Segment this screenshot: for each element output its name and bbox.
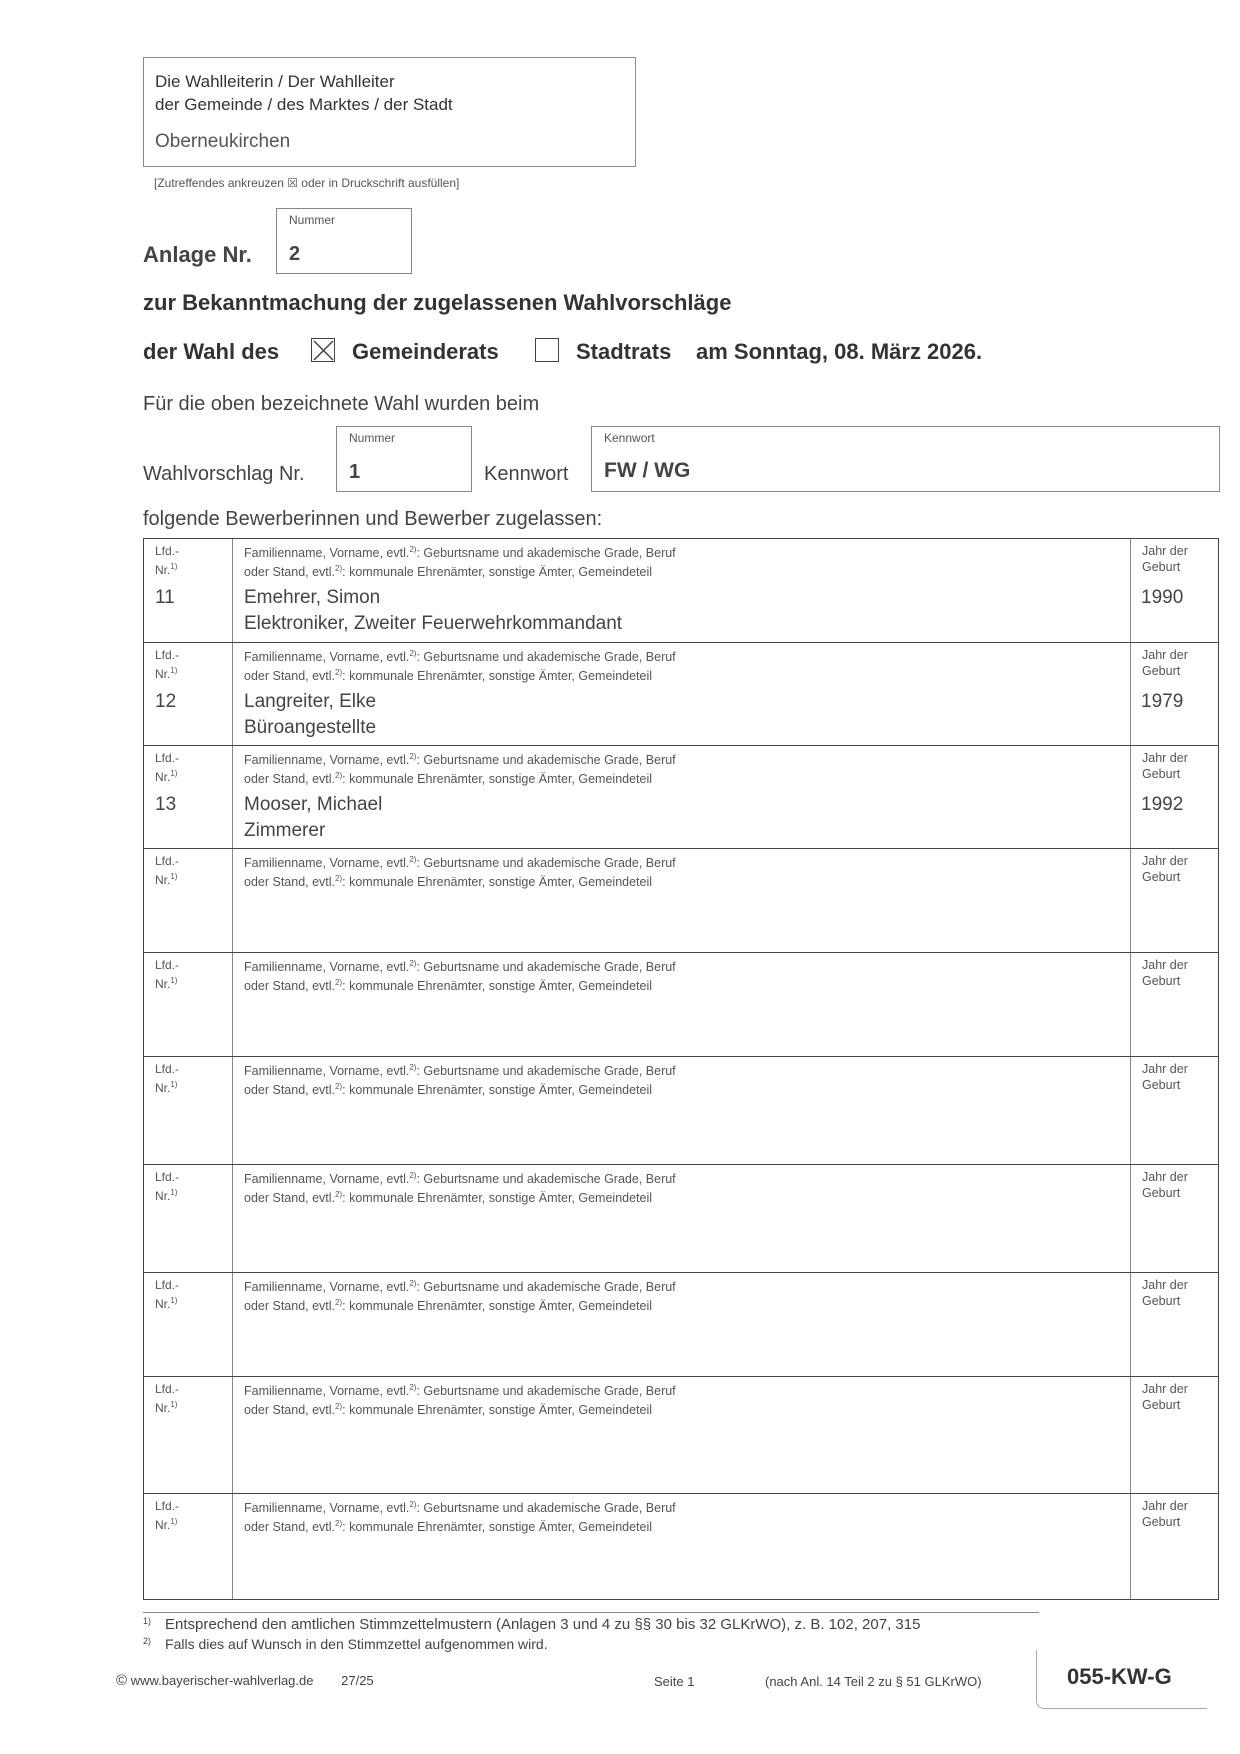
copyright-icon: © — [116, 1672, 128, 1689]
header-lfd-line2: Nr. — [155, 1297, 171, 1311]
footnote-2 — [143, 1636, 548, 1652]
header-name-sup1: 2) — [409, 1063, 417, 1072]
header-name-line2b: : kommunale Ehrenämter, sonstige Ämter, Gemeindeteil — [342, 669, 653, 684]
header-lfd-nr — [155, 853, 179, 888]
header-lfd-line2: Nr. — [155, 563, 171, 577]
header-jahr-line2: Geburt — [1142, 1186, 1181, 1200]
header-name-sup2: 2) — [335, 1402, 343, 1412]
header-lfd-line1: Lfd.- — [155, 1278, 180, 1292]
header-jahr-line2: Geburt — [1142, 767, 1181, 781]
header-name — [244, 1380, 676, 1418]
header-jahr-line2: Geburt — [1142, 664, 1181, 678]
header-jahr-line1: Jahr der — [1142, 1499, 1188, 1513]
candidate-row — [144, 746, 1218, 849]
header-name-line2a: oder Stand, evtl. — [244, 875, 336, 890]
header-lfd-line2: Nr. — [155, 1189, 171, 1203]
header-name-sup1: 2) — [409, 1500, 417, 1509]
candidate-row — [144, 849, 1218, 953]
header-lfd-sup: 1) — [170, 976, 178, 985]
header-name-line2b: : kommunale Ehrenämter, sonstige Ämter, Gemeindeteil — [342, 772, 653, 787]
title-line1: zur Bekanntmachung der zugelassenen Wahlvorschläge — [143, 290, 732, 315]
anlage-number-box[interactable] — [276, 208, 412, 274]
header-name-sup1: 2) — [409, 649, 417, 658]
header-lfd-line2: Nr. — [155, 770, 171, 784]
header-name-line2a: oder Stand, evtl. — [244, 1191, 336, 1206]
kennwort-box[interactable] — [591, 426, 1220, 492]
header-jahr — [1142, 1277, 1188, 1309]
header-name — [244, 852, 676, 890]
kennwort-value: FW / WG — [604, 459, 691, 482]
header-lfd-nr — [155, 1061, 179, 1096]
header-jahr-line2: Geburt — [1142, 1294, 1181, 1308]
header-lfd-sup: 1) — [170, 666, 178, 675]
form-code: 055-KW-G — [1067, 1664, 1172, 1689]
header-lfd-line1: Lfd.- — [155, 854, 180, 868]
form-code-box — [1036, 1650, 1207, 1709]
header-jahr-line1: Jahr der — [1142, 958, 1188, 972]
candidate-number[interactable]: 11 — [155, 587, 175, 608]
header-jahr — [1142, 543, 1188, 575]
header-name-line2b: : kommunale Ehrenämter, sonstige Ämter, Gemeindeteil — [342, 875, 653, 890]
header-name — [244, 749, 676, 787]
header-lfd-nr — [155, 1381, 179, 1416]
header-jahr-line1: Jahr der — [1142, 854, 1188, 868]
header-name-line1b: : Geburtsname und akademische Grade, Beruf — [416, 1384, 676, 1399]
election-date: am Sonntag, 08. März 2026. — [696, 339, 983, 364]
header-name — [244, 1276, 676, 1314]
header-name-line1a: Familienname, Vorname, evtl. — [244, 1501, 410, 1516]
candidate-row — [144, 1273, 1218, 1377]
candidate-name-cell[interactable] — [244, 689, 376, 741]
footnote-1-mark: 1) — [143, 1616, 152, 1626]
header-lfd-line1: Lfd.- — [155, 1062, 180, 1076]
header-jahr — [1142, 1498, 1188, 1530]
gemeinderat-checkbox[interactable] — [311, 338, 335, 362]
header-name-line1a: Familienname, Vorname, evtl. — [244, 1064, 410, 1079]
header-name-sup1: 2) — [409, 959, 417, 968]
candidate-row — [144, 643, 1218, 746]
candidate-name: Langreiter, Elke — [244, 691, 377, 712]
header-name — [244, 956, 676, 994]
header-name — [244, 1060, 676, 1098]
candidate-birth-year[interactable]: 1979 — [1141, 691, 1184, 712]
footnote-1 — [143, 1616, 920, 1633]
header-jahr-line2: Geburt — [1142, 560, 1181, 574]
header-lfd-line2: Nr. — [155, 1401, 171, 1415]
header-name-sup1: 2) — [409, 1279, 417, 1288]
candidate-name-cell[interactable] — [244, 585, 622, 637]
candidate-row — [144, 1377, 1218, 1494]
authority-line1: Die Wahlleiterin / Der Wahlleiter — [155, 72, 395, 91]
candidate-row — [144, 1165, 1218, 1273]
header-name-sup2: 2) — [335, 564, 343, 574]
header-jahr-line1: Jahr der — [1142, 751, 1188, 765]
header-name-line1b: : Geburtsname und akademische Grade, Beruf — [416, 1064, 676, 1079]
header-lfd-sup: 1) — [170, 562, 178, 571]
header-name-line2b: : kommunale Ehrenämter, sonstige Ämter, Gemeindeteil — [342, 1083, 653, 1098]
candidate-number[interactable]: 13 — [155, 794, 177, 815]
header-lfd-nr — [155, 1498, 179, 1533]
header-name-sup2: 2) — [335, 1082, 343, 1092]
header-name-sup1: 2) — [409, 855, 417, 864]
header-lfd-line1: Lfd.- — [155, 1382, 180, 1396]
header-name-line1a: Familienname, Vorname, evtl. — [244, 1384, 410, 1399]
option-stadtrat: Stadtrats — [576, 339, 672, 364]
kennwort-label: Kennwort — [484, 463, 569, 485]
publisher-link[interactable]: www.bayerischer-wahlverlag.de — [130, 1673, 314, 1688]
candidate-birth-year[interactable]: 1992 — [1141, 794, 1184, 815]
header-name-line1a: Familienname, Vorname, evtl. — [244, 856, 410, 871]
header-name-line1b: : Geburtsname und akademische Grade, Beruf — [416, 753, 676, 768]
header-name-line2b: : kommunale Ehrenämter, sonstige Ämter, Gemeindeteil — [342, 1520, 653, 1535]
header-name-sup1: 2) — [409, 1171, 417, 1180]
stadtrat-checkbox[interactable] — [535, 338, 559, 362]
candidate-number[interactable]: 12 — [155, 691, 177, 712]
header-name-sup2: 2) — [335, 874, 343, 884]
header-name-line2b: : kommunale Ehrenämter, sonstige Ämter, Gemeindeteil — [342, 1403, 653, 1418]
header-name-line1b: : Geburtsname und akademische Grade, Beruf — [416, 1280, 676, 1295]
authority-box — [143, 57, 636, 167]
header-name-sup2: 2) — [335, 1190, 343, 1200]
header-name-sup2: 2) — [335, 1519, 343, 1529]
header-name-line2a: oder Stand, evtl. — [244, 1520, 336, 1535]
footer-page: Seite 1 — [654, 1674, 695, 1689]
footnote-2-text: Falls dies auf Wunsch in den Stimmzettel aufgenommen wird. — [165, 1636, 548, 1652]
header-name-line2a: oder Stand, evtl. — [244, 1299, 336, 1314]
header-jahr — [1142, 750, 1188, 782]
header-name-line1b: : Geburtsname und akademische Grade, Beruf — [416, 1501, 676, 1516]
header-lfd-sup: 1) — [170, 1296, 178, 1305]
header-lfd-sup: 1) — [170, 1080, 178, 1089]
candidate-name-cell[interactable] — [244, 792, 382, 844]
header-jahr — [1142, 1169, 1188, 1201]
authority-line2: der Gemeinde / des Marktes / der Stadt — [155, 95, 453, 114]
anlage-number-value: 2 — [289, 243, 301, 265]
header-lfd-line2: Nr. — [155, 1518, 171, 1532]
header-name-line1a: Familienname, Vorname, evtl. — [244, 1280, 410, 1295]
header-jahr-line2: Geburt — [1142, 1078, 1181, 1092]
wahlvorschlag-number-label: Nummer — [349, 431, 396, 445]
header-lfd-line2: Nr. — [155, 1081, 171, 1095]
title-prefix: der Wahl des — [143, 339, 280, 364]
candidate-detail: Zimmerer — [244, 820, 326, 841]
header-jahr-line1: Jahr der — [1142, 648, 1188, 662]
header-jahr-line1: Jahr der — [1142, 1278, 1188, 1292]
wahlvorschlag-number-value: 1 — [349, 461, 361, 483]
header-name — [244, 1168, 676, 1206]
header-jahr-line1: Jahr der — [1142, 1382, 1188, 1396]
header-jahr-line1: Jahr der — [1142, 1062, 1188, 1076]
anlage-number-label: Nummer — [289, 213, 336, 227]
header-jahr — [1142, 957, 1188, 989]
header-name-line1a: Familienname, Vorname, evtl. — [244, 650, 410, 665]
header-lfd-sup: 1) — [170, 1517, 178, 1526]
header-name-line2b: : kommunale Ehrenämter, sonstige Ämter, Gemeindeteil — [342, 1299, 653, 1314]
header-name-line2a: oder Stand, evtl. — [244, 1403, 336, 1418]
header-lfd-line1: Lfd.- — [155, 958, 180, 972]
header-jahr-line2: Geburt — [1142, 974, 1181, 988]
candidate-detail: Elektroniker, Zweiter Feuerwehrkommandant — [244, 613, 623, 634]
header-lfd-sup: 1) — [170, 769, 178, 778]
header-lfd-line1: Lfd.- — [155, 1170, 180, 1184]
header-lfd-line2: Nr. — [155, 873, 171, 887]
header-name-line2b: : kommunale Ehrenämter, sonstige Ämter, Gemeindeteil — [342, 1191, 653, 1206]
header-name-line1b: : Geburtsname und akademische Grade, Beruf — [416, 546, 676, 561]
header-name-line1a: Familienname, Vorname, evtl. — [244, 546, 410, 561]
municipality-field[interactable]: Oberneukirchen — [155, 131, 291, 152]
candidates-table — [143, 538, 1219, 1600]
header-name-sup1: 2) — [409, 752, 417, 761]
footer-reference: (nach Anl. 14 Teil 2 zu § 51 GLKrWO) — [765, 1674, 982, 1689]
header-name-line1b: : Geburtsname und akademische Grade, Beruf — [416, 960, 676, 975]
header-lfd-nr — [155, 1277, 179, 1312]
footer-publisher — [116, 1672, 374, 1689]
header-lfd-sup: 1) — [170, 1188, 178, 1197]
candidate-row — [144, 953, 1218, 1057]
header-name-line1b: : Geburtsname und akademische Grade, Beruf — [416, 650, 676, 665]
header-lfd-nr — [155, 647, 179, 682]
candidate-name: Mooser, Michael — [244, 794, 383, 815]
header-name-sup2: 2) — [335, 978, 343, 988]
header-name-line2a: oder Stand, evtl. — [244, 565, 336, 580]
header-jahr-line1: Jahr der — [1142, 1170, 1188, 1184]
header-lfd-nr — [155, 1169, 179, 1204]
header-name-sup1: 2) — [409, 545, 417, 554]
intro-text: Für die oben bezeichnete Wahl wurden beim — [143, 393, 540, 415]
header-lfd-line1: Lfd.- — [155, 1499, 180, 1513]
anlage-label: Anlage Nr. — [143, 242, 252, 267]
header-lfd-line1: Lfd.- — [155, 751, 180, 765]
header-name-line1a: Familienname, Vorname, evtl. — [244, 1172, 410, 1187]
header-jahr — [1142, 647, 1188, 679]
header-name-line1b: : Geburtsname und akademische Grade, Beruf — [416, 1172, 676, 1187]
wahlvorschlag-label: Wahlvorschlag Nr. — [143, 463, 305, 485]
header-jahr — [1142, 853, 1188, 885]
header-jahr-line2: Geburt — [1142, 1398, 1181, 1412]
header-name — [244, 646, 676, 684]
header-name-sup1: 2) — [409, 1383, 417, 1392]
candidate-row — [144, 1494, 1218, 1601]
header-name-line1a: Familienname, Vorname, evtl. — [244, 753, 410, 768]
header-lfd-line1: Lfd.- — [155, 648, 180, 662]
header-jahr-line2: Geburt — [1142, 870, 1181, 884]
header-name-line1a: Familienname, Vorname, evtl. — [244, 960, 410, 975]
header-lfd-nr — [155, 750, 179, 785]
kennwort-box-label: Kennwort — [604, 431, 655, 445]
header-name-line2b: : kommunale Ehrenämter, sonstige Ämter, Gemeindeteil — [342, 979, 653, 994]
header-jahr — [1142, 1061, 1188, 1093]
header-name — [244, 542, 676, 580]
header-lfd-sup: 1) — [170, 872, 178, 881]
header-name-line2a: oder Stand, evtl. — [244, 772, 336, 787]
candidate-name: Emehrer, Simon — [244, 587, 381, 608]
header-name-line1b: : Geburtsname und akademische Grade, Beruf — [416, 856, 676, 871]
candidate-birth-year[interactable]: 1990 — [1141, 587, 1184, 608]
header-name — [244, 1497, 676, 1535]
header-jahr-line1: Jahr der — [1142, 544, 1188, 558]
header-name-sup2: 2) — [335, 1298, 343, 1308]
candidate-row — [144, 539, 1218, 643]
header-lfd-line2: Nr. — [155, 977, 171, 991]
header-lfd-nr — [155, 957, 179, 992]
header-lfd-sup: 1) — [170, 1400, 178, 1409]
footnote-separator — [143, 1612, 1039, 1613]
footnote-1-text: Entsprechend den amtlichen Stimmzettelmustern (Anlagen 3 und 4 zu §§ 30 bis 32 GLKrWO), z. B. 102, 207, 315 — [165, 1616, 921, 1633]
header-name-sup2: 2) — [335, 771, 343, 781]
header-name-line2a: oder Stand, evtl. — [244, 979, 336, 994]
header-lfd-line1: Lfd.- — [155, 544, 180, 558]
candidates-intro: folgende Bewerberinnen und Bewerber zugelassen: — [143, 508, 603, 530]
candidate-row — [144, 1057, 1218, 1165]
wahlvorschlag-number-box[interactable] — [336, 426, 472, 492]
header-name-line2a: oder Stand, evtl. — [244, 669, 336, 684]
header-jahr-line2: Geburt — [1142, 1515, 1181, 1529]
header-jahr — [1142, 1381, 1188, 1413]
header-lfd-line2: Nr. — [155, 667, 171, 681]
checkbox-cross-icon — [312, 339, 336, 363]
option-gemeinderat: Gemeinderats — [352, 339, 499, 364]
candidate-detail: Büroangestellte — [244, 717, 377, 738]
fill-instruction: [Zutreffendes ankreuzen ☒ oder in Druckschrift ausfüllen] — [154, 176, 460, 190]
header-name-sup2: 2) — [335, 668, 343, 678]
edition: 27/25 — [341, 1673, 374, 1688]
header-name-line2b: : kommunale Ehrenämter, sonstige Ämter, Gemeindeteil — [342, 565, 653, 580]
footnote-2-mark: 2) — [143, 1636, 152, 1646]
header-lfd-nr — [155, 543, 179, 578]
header-name-line2a: oder Stand, evtl. — [244, 1083, 336, 1098]
